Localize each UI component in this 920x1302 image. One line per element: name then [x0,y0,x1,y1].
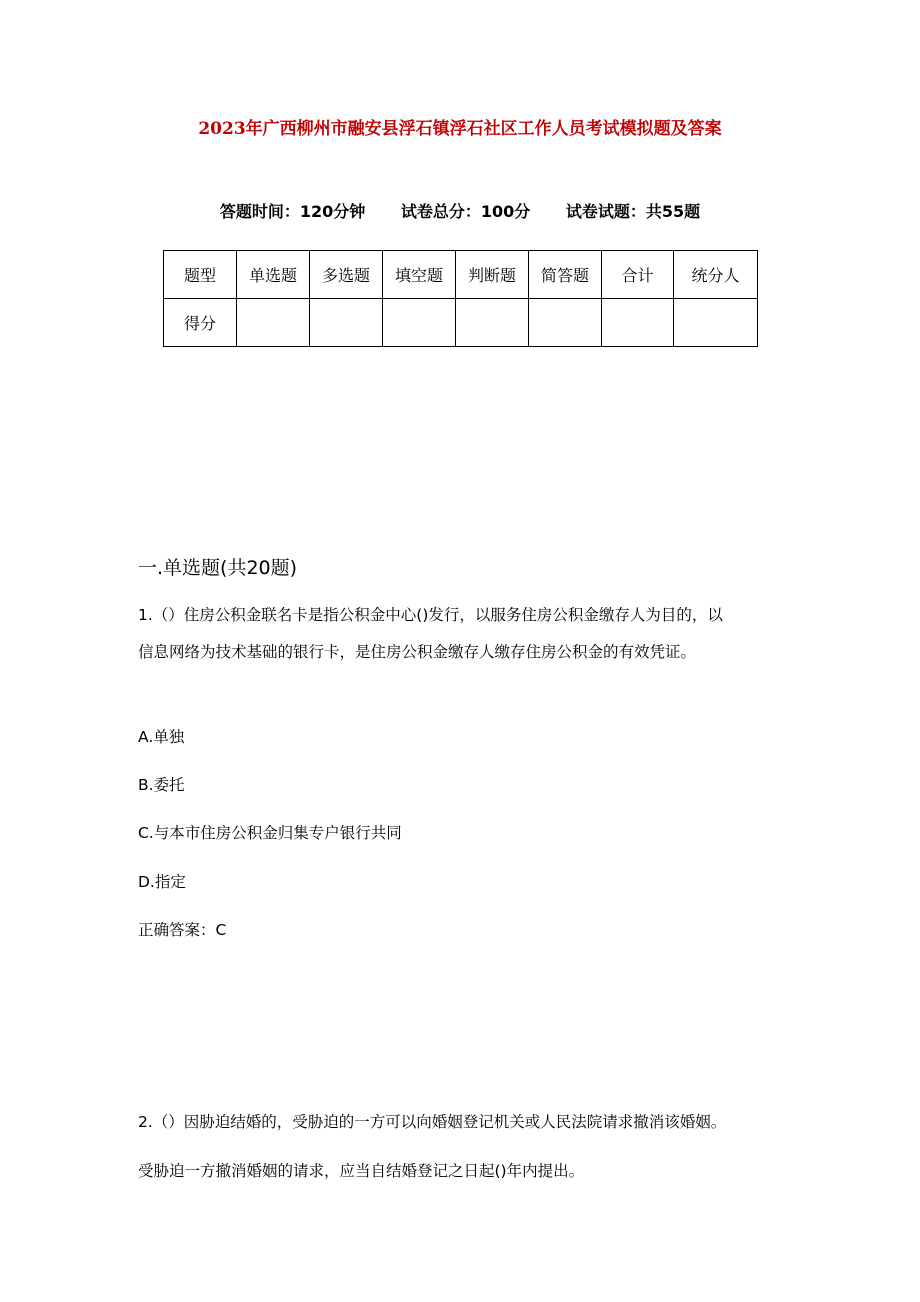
score-cell [456,299,529,347]
option-a: A.单独 [138,728,185,746]
correct-answer: 正确答案：C [138,921,227,939]
score-table [163,250,758,347]
score-cell [602,299,674,347]
score-table-header: 填空题 [383,251,456,299]
score-table-header: 多选题 [310,251,383,299]
document-title: 2023年广西柳州市融安县浮石镇浮石社区工作人员考试模拟题及答案 [198,119,722,139]
exam-time: 答题时间：120分钟 [219,202,366,221]
score-table-header: 题型 [164,251,237,299]
question-2-line-2: 受胁迫一方撤消婚姻的请求，应当自结婚登记之日起()年内提出。 [138,1162,585,1180]
option-c: C.与本市住房公积金归集专户银行共同 [138,824,402,842]
question-2-line-1: 2.（）因胁迫结婚的，受胁迫的一方可以向婚姻登记机关或人民法院请求撤消该婚姻。 [138,1113,727,1131]
exam-question-count: 试卷试题：共55题 [565,202,701,221]
score-table-header: 判断题 [456,251,529,299]
score-table-header: 统分人 [674,251,758,299]
option-d: D.指定 [138,873,186,891]
score-table-header: 简答题 [529,251,602,299]
score-table-header: 单选题 [237,251,310,299]
score-cell [383,299,456,347]
exam-total-score: 试卷总分：100分 [400,202,531,221]
option-b: B.委托 [138,776,185,794]
score-table-score-row [164,299,758,347]
score-cell [674,299,758,347]
score-cell [529,299,602,347]
score-cell [237,299,310,347]
score-cell [310,299,383,347]
question-1-line-1: 1.（）住房公积金联名卡是指公积金中心()发行，以服务住房公积金缴存人为目的，以 [138,606,723,624]
score-row-label: 得分 [164,299,237,347]
section-heading: 一.单选题(共20题) [138,557,298,579]
exam-meta [0,199,920,222]
score-table-header: 合计 [602,251,674,299]
score-table-header-row [164,251,758,299]
question-1-line-2: 信息网络为技术基础的银行卡，是住房公积金缴存人缴存住房公积金的有效凭证。 [138,643,697,661]
